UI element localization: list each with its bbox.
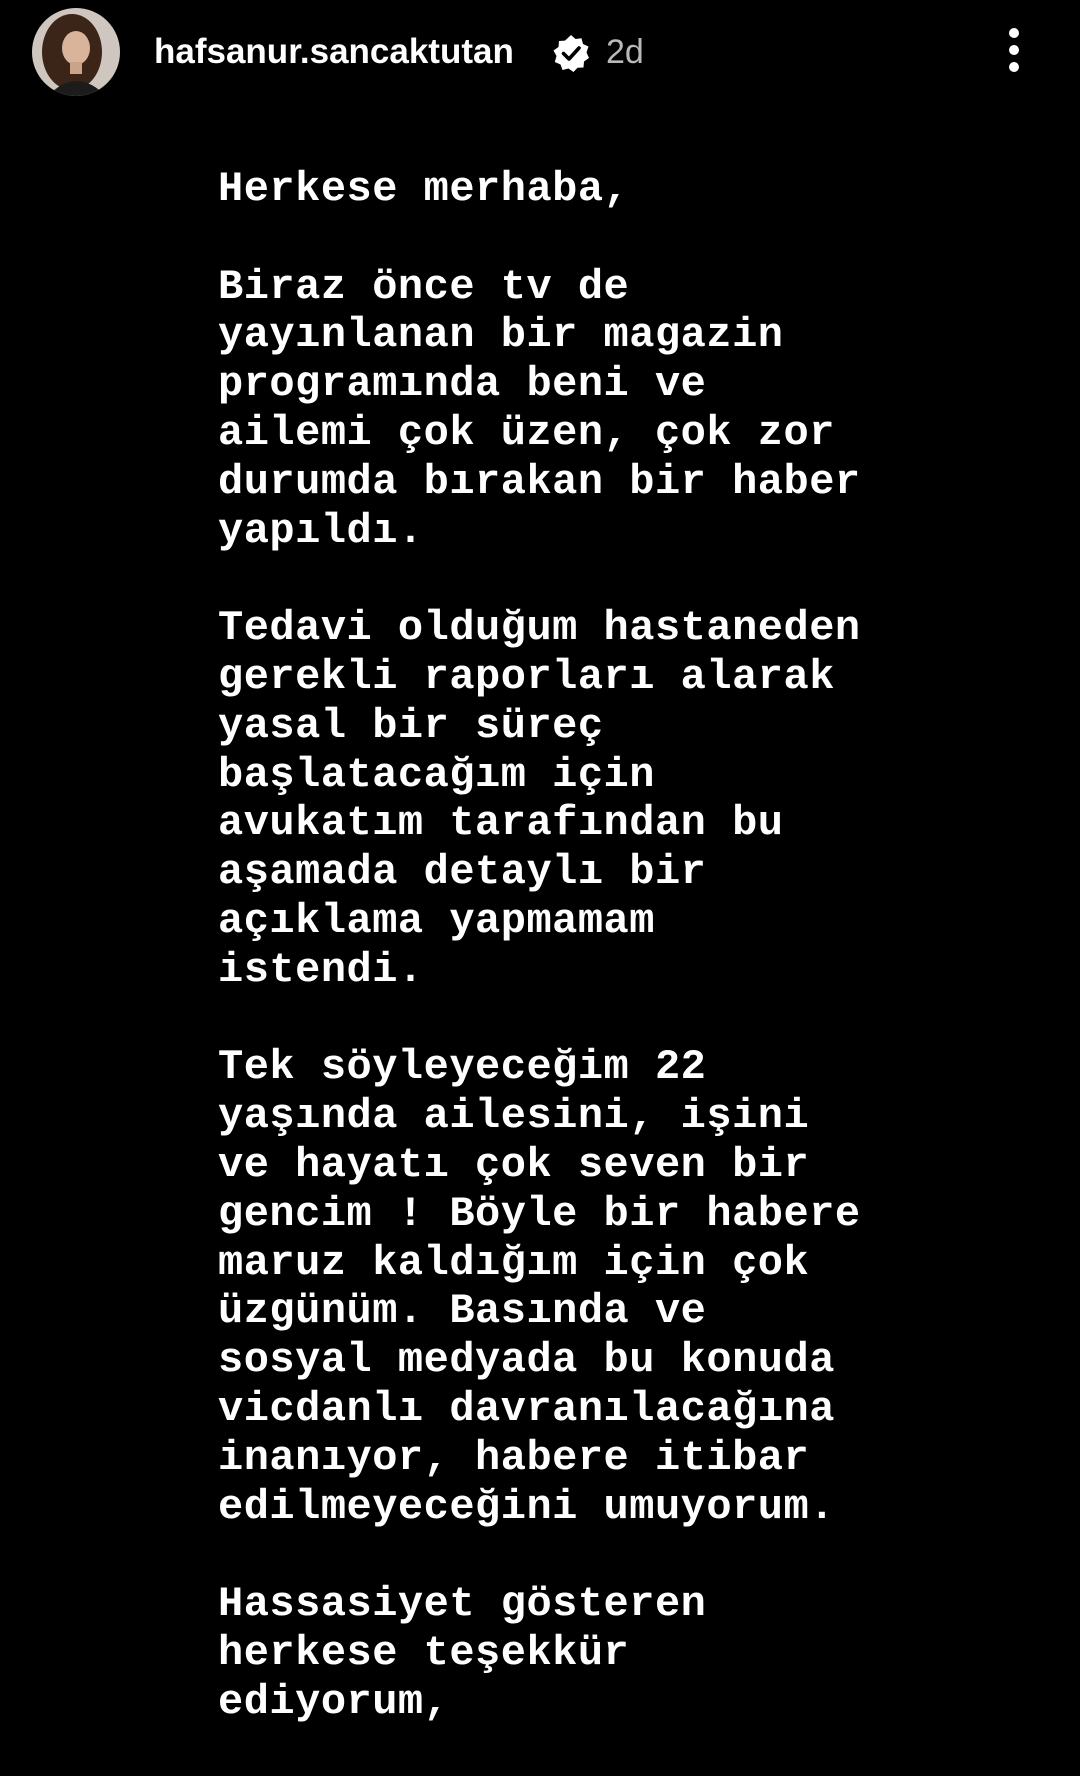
story-paragraph	[218, 1043, 1048, 1531]
story-line: maruz kaldığım için çok	[218, 1238, 810, 1287]
story-line: herkese teşekkür	[218, 1628, 630, 1677]
story-paragraph	[218, 263, 1048, 556]
story-header	[0, 0, 1080, 104]
story-line: durumda bırakan bir haber	[218, 457, 861, 506]
story-paragraph	[218, 1580, 1048, 1726]
more-vertical-icon[interactable]	[996, 24, 1032, 76]
story-line: ailemi çok üzen, çok zor	[218, 408, 835, 457]
story-paragraph	[218, 604, 1048, 994]
story-line: üzgünüm. Basında ve	[218, 1287, 707, 1336]
story-line: inanıyor, habere itibar	[218, 1433, 810, 1482]
story-line: vicdanlı davranılacağına	[218, 1384, 835, 1433]
story-line: yasal bir süreç	[218, 701, 604, 750]
username[interactable]: hafsanur.sancaktutan	[154, 32, 514, 71]
story-line: aşamada detaylı bir	[218, 848, 707, 897]
story-line: gencim ! Böyle bir habere	[218, 1189, 861, 1238]
story-line: ediyorum,	[218, 1677, 450, 1726]
story-line: yaşında ailesini, işini	[218, 1092, 810, 1141]
story-line: avukatım tarafından bu	[218, 799, 784, 848]
story-line: Biraz önce tv de	[218, 262, 630, 311]
story-line: Herkese merhaba,	[218, 165, 630, 213]
story-line: başlatacağım için	[218, 750, 655, 799]
story-line: Tek söyleyeceğim 22	[218, 1043, 707, 1092]
story-line: açıklama yapmamam	[218, 896, 655, 945]
story-line: yapıldı.	[218, 506, 424, 555]
story-text	[218, 165, 1048, 1727]
story-line: sosyal medyada bu konuda	[218, 1336, 835, 1385]
story-line: Hassasiyet gösteren	[218, 1580, 707, 1629]
story-line: Tedavi olduğum hastaneden	[218, 604, 861, 653]
verified-badge-icon	[551, 33, 591, 73]
story-line: gerekli raporları alarak	[218, 652, 835, 701]
post-time: 2d	[606, 33, 644, 71]
story-line: edilmeyeceğini umuyorum.	[218, 1482, 835, 1531]
story-line: yayınlanan bir magazin	[218, 311, 784, 360]
story-paragraph	[218, 165, 1048, 214]
story-line: istendi.	[218, 945, 424, 994]
avatar[interactable]	[32, 8, 120, 96]
story-line: programında beni ve	[218, 360, 707, 409]
story-line: ve hayatı çok seven bir	[218, 1140, 810, 1189]
